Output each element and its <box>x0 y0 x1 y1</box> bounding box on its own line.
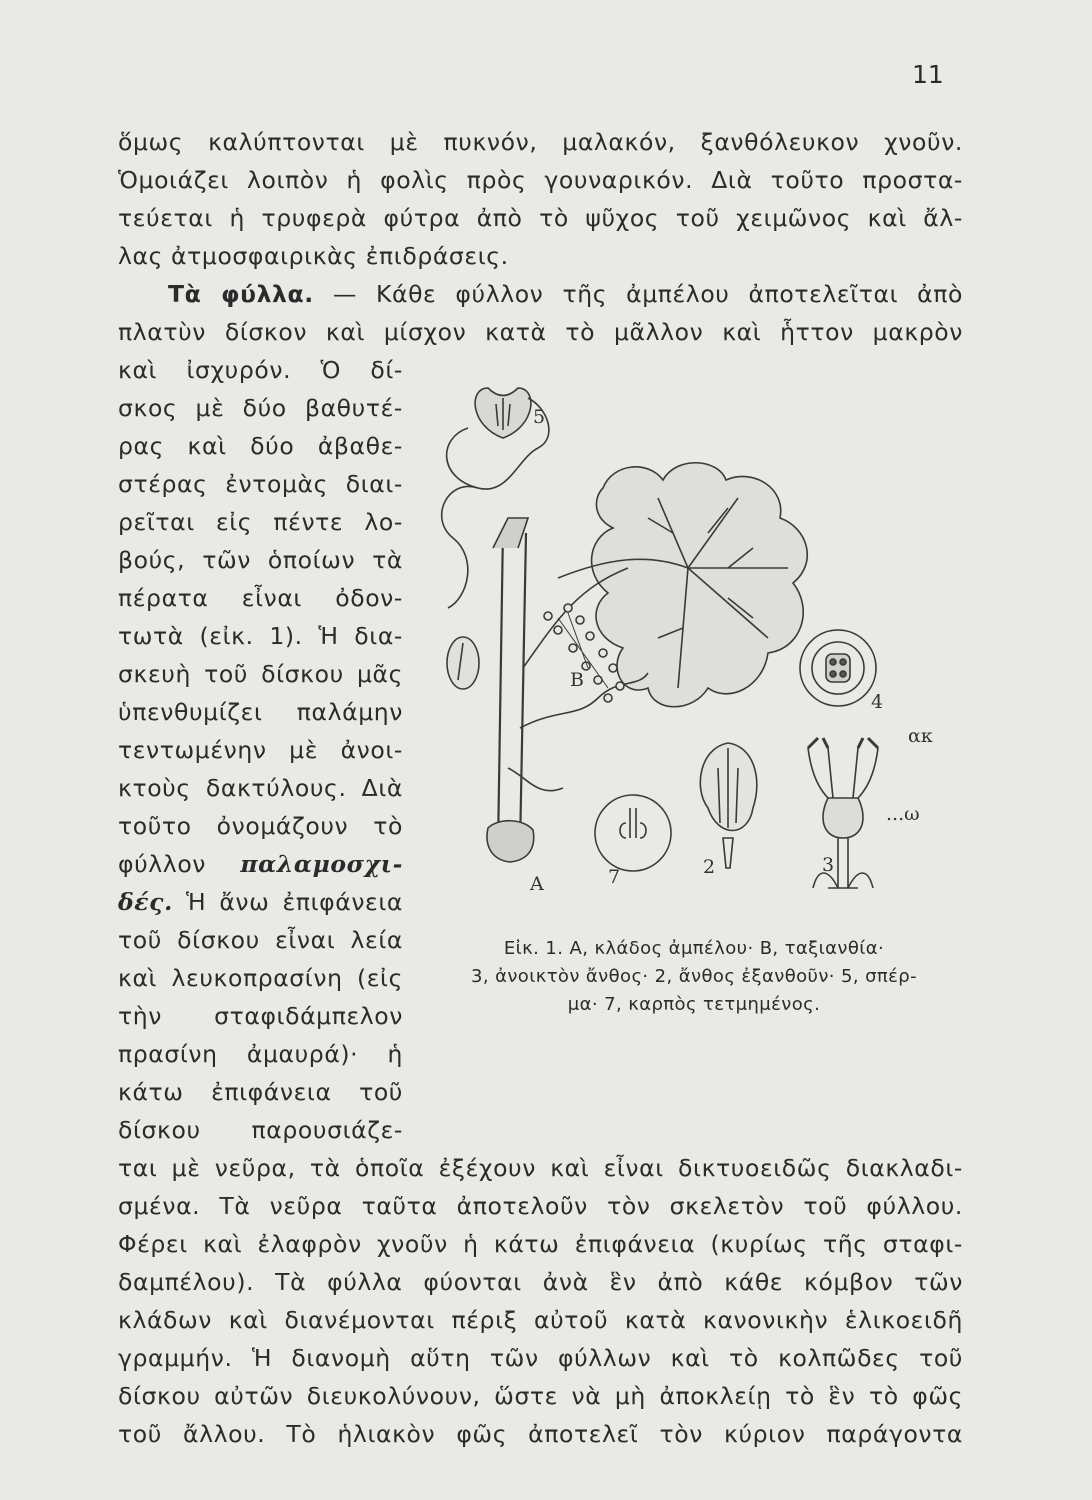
text-line: δαμπέλου). Τὰ φύλλα φύονται ἀνὰ ἓν ἀπὸ κάθε κόμβον τῶν <box>118 1268 963 1296</box>
text-line: τεύεται ἡ τρυφερὰ φύτρα ἀπὸ τὸ ψῦχος τοῦ χειμῶνος καὶ ἄλ- <box>118 204 963 232</box>
text-span: — Κάθε φύλλον τῆς ἀμπέλου ἀποτελεῖται ἀπὸ <box>332 280 963 308</box>
section-line <box>168 280 963 308</box>
text-line: ρεῖται εἰς πέντε λο- <box>118 508 403 536</box>
term-italic: δές. <box>118 888 173 916</box>
term-italic: παλαμοσχι- <box>240 850 403 878</box>
text-line: πρασίνη ἀμαυρά)· ἡ <box>118 1040 403 1068</box>
text-line: τωτὰ (εἰκ. 1). Ἡ δια- <box>118 622 403 650</box>
text-line: πλατὺν δίσκον καὶ μίσχον κατὰ τὸ μᾶλλον καὶ ἧττον μακρὸν <box>118 318 963 346</box>
text-line: Ὁμοιάζει λοιπὸν ἡ φολὶς πρὸς γουναρικόν. Διὰ τοῦτο προστα- <box>118 166 963 194</box>
label-4: 4 <box>871 691 884 713</box>
text-line <box>118 888 403 916</box>
text-line: σμένα. Τὰ νεῦρα ταῦτα ἀποτελοῦν τὸν σκελετὸν τοῦ φύλλου. <box>118 1192 963 1220</box>
text-line: λας ἀτμοσφαιρικὰς ἐπιδράσεις. <box>118 242 509 270</box>
text-line: σκευὴ τοῦ δίσκου μᾶς <box>118 660 403 688</box>
section-heading: Τὰ φύλλα. <box>168 280 314 308</box>
figure-caption-line: 3, ἀνοικτὸν ἄνθος· 2, ἄνθος ἐξανθοῦν· 5, σπέρ- <box>470 966 918 987</box>
text-line: ὑπενθυμίζει παλάμην <box>118 698 403 726</box>
text-line: ὅμως καλύπτονται μὲ πυκνόν, μαλακόν, ξανθόλευκον χνοῦν. <box>118 128 963 156</box>
text-line: βούς, τῶν ὁποίων τὰ <box>118 546 403 574</box>
text-line: Φέρει καὶ ἐλαφρὸν χνοῦν ἡ κάτω ἐπιφάνεια (κυρίως τῆς σταφι- <box>118 1230 963 1258</box>
text-line: κάτω ἐπιφάνεια τοῦ <box>118 1078 403 1106</box>
text-line: στέρας ἐντομὰς διαι- <box>118 470 403 498</box>
text-line: κτοὺς δακτύλους. Διὰ <box>118 774 403 802</box>
label-2: 2 <box>703 856 716 878</box>
fruit-section-drawing <box>595 795 671 871</box>
text-line: τοῦ δίσκου εἶναι λεία <box>118 926 403 954</box>
text-line: καὶ λευκοπρασίνη (εἰς <box>118 964 403 992</box>
label-ak: ακ <box>908 725 933 747</box>
page-number: 11 <box>912 60 944 89</box>
label-B: B <box>570 669 584 691</box>
label-5: 5 <box>533 406 546 428</box>
label-A: A <box>530 873 544 895</box>
flower-expanding-drawing <box>700 743 757 868</box>
text-line: ρας καὶ δύο ἀβαθε- <box>118 432 403 460</box>
text-span: Ἡ ἄνω ἐπιφάνεια <box>185 888 404 916</box>
text-line <box>118 850 403 878</box>
label-3: 3 <box>822 854 835 876</box>
floral-diagram <box>800 630 876 706</box>
text-line: τοῦτο ὀνομάζουν τὸ <box>118 812 403 840</box>
text-line: τεντωμένην μὲ ἀνοι- <box>118 736 403 764</box>
label-omega: ...ω <box>886 803 920 825</box>
figure-caption-line: Εἰκ. 1. Α, κλάδος ἀμπέλου· Β, ταξιανθία· <box>503 938 885 959</box>
text-span: φύλλον <box>118 850 207 878</box>
seed-drawing <box>475 388 531 438</box>
text-line: τὴν σταφιδάμπελον <box>118 1002 403 1030</box>
label-7: 7 <box>608 866 621 888</box>
text-line: δίσκου αὐτῶν διευκολύνουν, ὥστε νὰ μὴ ἀποκλείῃ τὸ ἓν τὸ φῶς <box>118 1382 963 1410</box>
text-line: γραμμήν. Ἡ διανομὴ αὕτη τῶν φύλλων καὶ τὸ κολπῶδες τοῦ <box>118 1344 963 1372</box>
text-line: τοῦ ἄλλου. Τὸ ἡλιακὸν φῶς ἀποτελεῖ τὸν κύριον παράγοντα <box>118 1420 963 1448</box>
vine-illustration <box>408 368 964 928</box>
text-line: δίσκου παρουσιάζε- <box>118 1116 403 1144</box>
text-line: κλάδων καὶ διανέμονται πέριξ αὐτοῦ κατὰ κανονικὴν ἑλικοειδῆ <box>118 1306 963 1334</box>
text-line: πέρατα εἶναι ὀδον- <box>118 584 403 612</box>
flower-open-drawing <box>808 738 878 888</box>
figure-caption-line: μα· 7, καρπὸς τετμημένος. <box>567 994 821 1015</box>
text-line: καὶ ἰσχυρόν. Ὁ δί- <box>118 356 403 384</box>
text-line: ται μὲ νεῦρα, τὰ ὁποῖα ἐξέχουν καὶ εἶναι δικτυοειδῶς διακλαδι- <box>118 1154 963 1182</box>
text-line: σκος μὲ δύο βαθυτέ- <box>118 394 403 422</box>
